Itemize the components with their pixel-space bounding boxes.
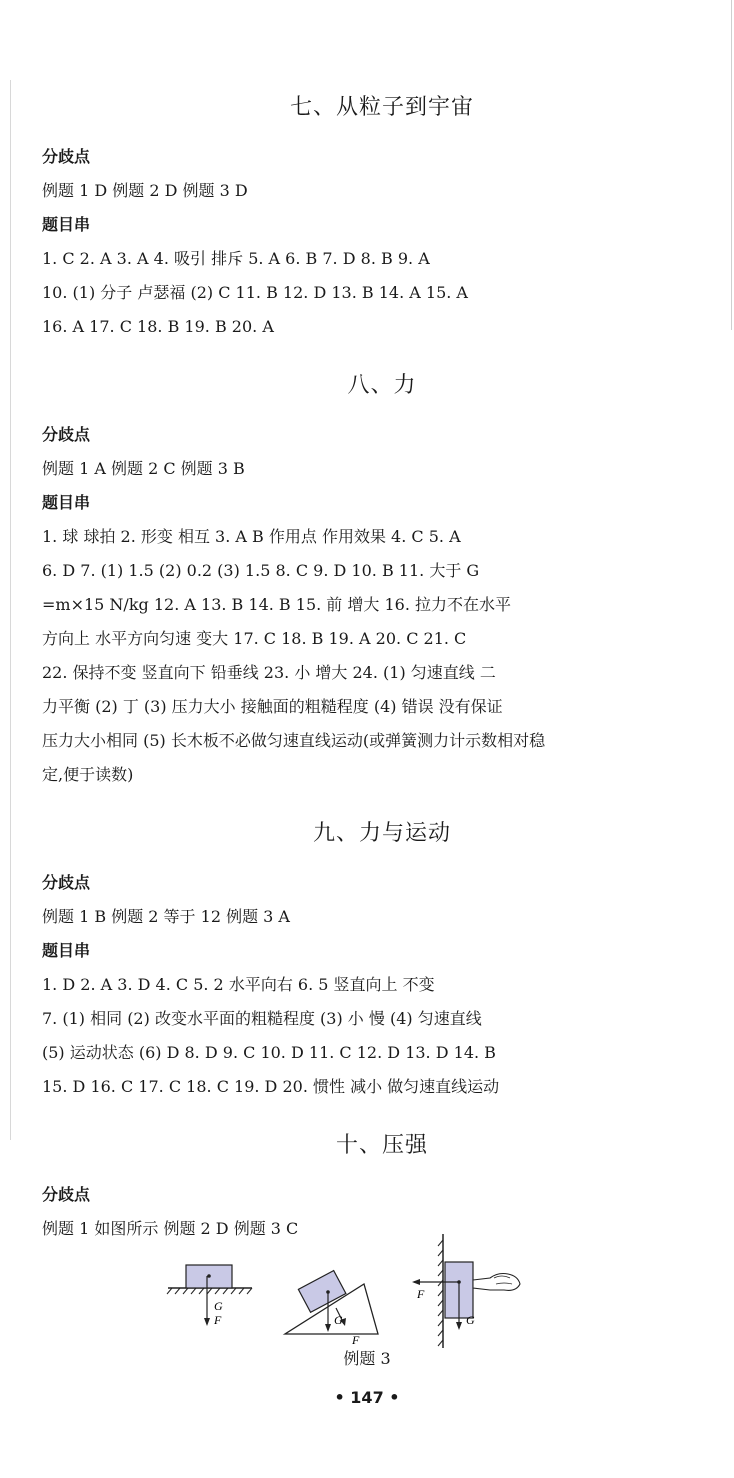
label-f: F [352, 1333, 360, 1347]
answer-line: (5) 运动状态 (6) D 8. D 9. C 10. D 11. C 12. D 13. D 14. B [42, 1043, 496, 1062]
answer-line: 1. C 2. A 3. A 4. 吸引 排斥 5. A 6. B 7. D 8. B 9. A [42, 249, 430, 268]
subheading-divergence: 分歧点 [42, 1185, 91, 1204]
answer-line: =m×15 N/kg 12. A 13. B 14. B 15. 前 增大 16. 拉力不在水平 [42, 595, 512, 614]
section-title: 九、力与运动 [312, 821, 451, 846]
answer-line: 力平衡 (2) 丁 (3) 压力大小 接触面的粗糙程度 (4) 错误 没有保证 [42, 697, 503, 716]
answer-line: 16. A 17. C 18. B 19. B 20. A [42, 317, 274, 336]
answer-line: 压力大小相同 (5) 长木板不必做匀速直线运动(或弹簧测力计示数相对稳 [42, 731, 546, 750]
diagram-block-on-incline [285, 1271, 378, 1347]
examples-line: 例题 1 如图所示 例题 2 D 例题 3 C [42, 1219, 299, 1238]
label-g: G [466, 1313, 475, 1327]
answer-line: 7. (1) 相同 (2) 改变水平面的粗糙程度 (3) 小 慢 (4) 匀速直线 [42, 1009, 482, 1028]
answer-line: 10. (1) 分子 卢瑟福 (2) C 11. B 12. D 13. B 14. A 15. A [42, 283, 468, 302]
section-title: 十、压强 [335, 1133, 428, 1158]
answer-line: 1. 球 球拍 2. 形变 相互 3. A B 作用点 作用效果 4. C 5. A [42, 527, 461, 546]
diagram-block-on-floor [167, 1265, 252, 1327]
label-g: G [334, 1313, 343, 1327]
section-title: 八、力 [347, 373, 417, 398]
answer-content [42, 88, 692, 1246]
page-number: • 147 • [334, 1388, 400, 1407]
examples-line: 例题 1 D 例题 2 D 例题 3 D [42, 181, 248, 200]
force-diagram-figure [160, 1232, 540, 1362]
binding-edge-line [10, 80, 11, 1140]
hand-icon [473, 1274, 520, 1291]
label-f: F [214, 1313, 222, 1327]
examples-line: 例题 1 B 例题 2 等于 12 例题 3 A [42, 907, 290, 926]
answer-line: 6. D 7. (1) 1.5 (2) 0.2 (3) 1.5 8. C 9. D 10. B 11. 大于 G [42, 561, 480, 580]
subheading-question-string: 题目串 [42, 215, 91, 234]
answer-line: 定,便于读数) [42, 765, 134, 784]
examples-line: 例题 1 A 例题 2 C 例题 3 B [42, 459, 245, 478]
subheading-question-string: 题目串 [42, 941, 91, 960]
subheading-divergence: 分歧点 [42, 425, 91, 444]
right-edge-line [731, 0, 732, 330]
figure-caption: 例题 3 [343, 1349, 391, 1368]
label-f: F [417, 1287, 425, 1301]
section-title: 七、从粒子到宇宙 [289, 95, 474, 120]
answer-line: 1. D 2. A 3. D 4. C 5. 2 水平向右 6. 5 竖直向上 不变 [42, 975, 435, 994]
subheading-divergence: 分歧点 [42, 873, 91, 892]
subheading-divergence: 分歧点 [42, 147, 91, 166]
label-g: G [214, 1299, 223, 1313]
answer-line: 方向上 水平方向匀速 变大 17. C 18. B 19. A 20. C 21. C [42, 629, 467, 648]
answer-line: 15. D 16. C 17. C 18. C 19. D 20. 惯性 减小 做匀速直线运动 [42, 1077, 500, 1096]
diagram-block-against-wall [412, 1234, 520, 1348]
subheading-question-string: 题目串 [42, 493, 91, 512]
answer-line: 22. 保持不变 竖直向下 铅垂线 23. 小 增大 24. (1) 匀速直线 二 [42, 663, 496, 682]
